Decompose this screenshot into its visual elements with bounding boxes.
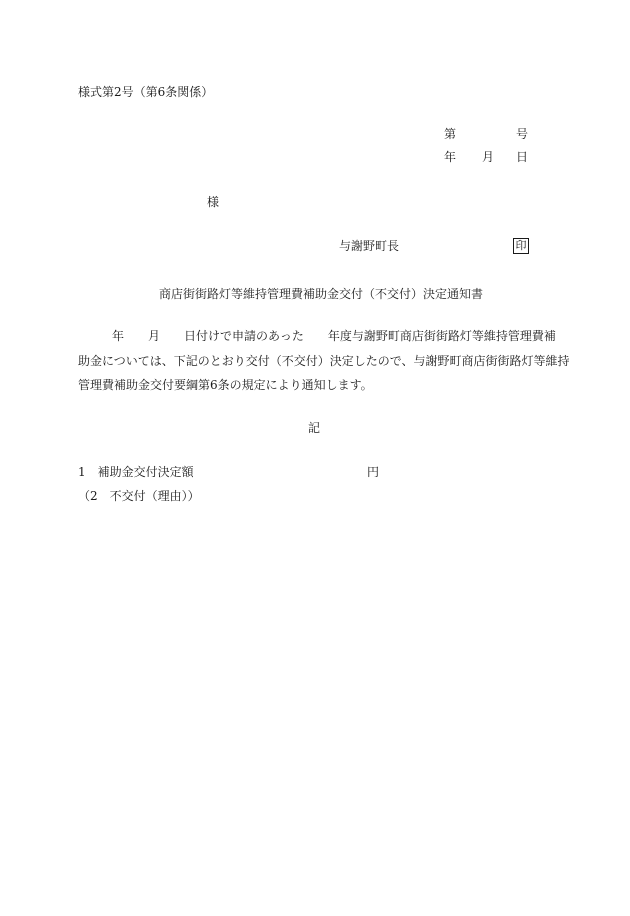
document-number-label: 第: [444, 127, 457, 141]
body-line-1: [78, 329, 556, 343]
item-1-unit: 円: [367, 465, 380, 479]
body-month: 月: [148, 329, 161, 343]
item-2-label: （2 不交付（理由））: [78, 489, 200, 503]
form-number: 様式第2号（第6条関係）: [78, 85, 214, 99]
ki-heading: 記: [308, 421, 321, 435]
body-line-2: 助金については、下記のとおり交付（不交付）決定したので、与謝野町商店街街路灯等維持: [78, 354, 570, 368]
body-line1-tail: 年度与謝野町商店街街路灯等維持管理費補: [327, 329, 556, 343]
date-day-label: 日: [516, 150, 529, 164]
addressee-honorific: 様: [207, 195, 220, 209]
date-month-label: 月: [482, 150, 495, 164]
body-applied: 日付けで申請のあった: [184, 329, 304, 343]
body-year: 年: [112, 329, 125, 343]
date-year-label: 年: [444, 150, 457, 164]
body-line-3: 管理費補助金交付要綱第6条の規定により通知します。: [78, 378, 373, 392]
seal-mark: 印: [513, 238, 529, 254]
document-number-suffix: 号: [516, 127, 529, 141]
item-1-label: 1 補助金交付決定額: [78, 465, 194, 479]
issuer-name: 与謝野町長: [339, 239, 400, 253]
document-title: 商店街街路灯等維持管理費補助金交付（不交付）決定通知書: [159, 287, 484, 301]
